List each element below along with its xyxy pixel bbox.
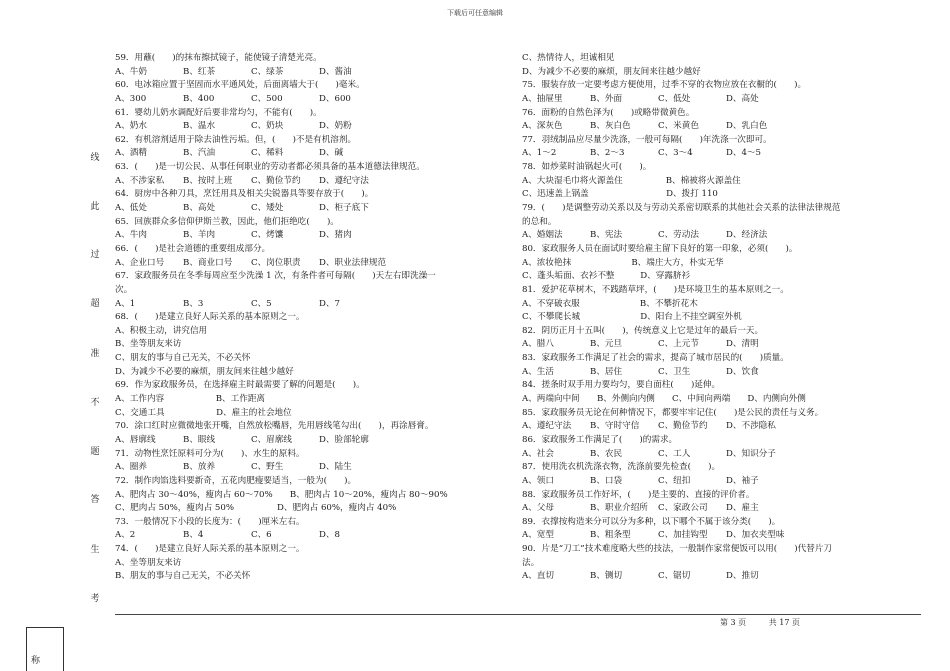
answer-option: C、勤俭节约 (658, 421, 708, 432)
answer-option: D、柜子底下 (319, 203, 369, 214)
answer-option: D、陆生 (319, 462, 352, 473)
question-line: 75．服装存放一定要考虑方便使用，过季不穿的衣物应放在衣橱的( )。 (522, 80, 807, 91)
question-line: 89．衣撑按构造来分可以分为多种，以下哪个不属于该分类( )。 (522, 516, 781, 527)
answer-option: A、腊八 (522, 339, 554, 350)
answer-option: B、居住 (590, 366, 623, 377)
question-line: 62．有机溶剂适用于除去油性污垢。但，( )不是有机溶剂。 (115, 134, 357, 145)
answer-option: A、领口 (522, 475, 554, 486)
question-line: 72．制作肉馅选料要新奇，五花肉肥瘦要适当，一般为( )。 (115, 475, 357, 486)
answer-options (115, 229, 513, 243)
answer-options (115, 120, 513, 134)
answer-option: D、4～5 (726, 148, 762, 159)
question-line: A、坐等朋友来访 (115, 557, 182, 568)
answer-option: C、纽扣 (658, 475, 691, 486)
page-footer (720, 617, 800, 628)
question-column-left (115, 52, 513, 584)
answer-option: A、1 (115, 298, 136, 309)
answer-option: A、酒精 (115, 148, 147, 159)
answer-options (522, 570, 920, 584)
binding-margin-char: 不 (90, 398, 100, 408)
question-line: 83．家政服务工作满足了社会的需求，提高了城市居民的( )质量。 (522, 353, 789, 364)
answer-options (522, 448, 920, 462)
question-line: C、朋友的事与自己无关，不必关怀 (115, 353, 251, 364)
question-line: C、肥肉占 50%，瘦肉占 50% D、肥肉占 60%，瘦肉占 40% (115, 503, 397, 514)
answer-option: D、清明 (726, 339, 759, 350)
answer-option: D、经济法 (726, 230, 768, 241)
question-line: A、不穿破衣服 B、不攀折花木 (522, 298, 698, 309)
answer-option: C、6 (251, 530, 272, 541)
binding-margin-char: 超 (90, 299, 100, 309)
answer-option: B、3 (183, 298, 204, 309)
answer-option: C、勤俭节约 (251, 175, 301, 186)
question-line: C、热情待人，坦诚相见 (522, 53, 615, 63)
answer-option: A、遵纪守法 (522, 421, 572, 432)
header-note: 下载后可任意编辑 (447, 9, 503, 17)
binding-margin-char: 此 (90, 202, 100, 212)
footer-divider (115, 614, 921, 615)
answer-option: A、父母 (522, 503, 554, 514)
answer-options (115, 257, 513, 271)
answer-option: A、奶水 (115, 121, 147, 132)
answer-option: C、锯切 (658, 571, 691, 582)
answer-options (522, 420, 920, 434)
answer-option: B、高处 (183, 203, 216, 214)
question-line: 84．搓条时双手用力要均匀，要自面柱( )延伸。 (522, 380, 721, 391)
answer-option: D、加衣夹型味 (726, 530, 785, 541)
answer-option: C、奶块 (251, 121, 284, 132)
question-line: 的总和。 (522, 216, 557, 227)
answer-option: C、绿茶 (251, 66, 284, 77)
question-line: 67．家政服务员在冬季每周应至少洗澡 1 次，有条件者可每隔( )天左右即洗澡一 (115, 271, 436, 282)
answer-option: B、铡切 (590, 571, 623, 582)
answer-option: C、岗位职责 (251, 257, 301, 268)
answer-option: A、1～2 (522, 148, 557, 159)
question-line: 65．回族群众多信仰伊斯兰教，因此，他们拒绝吃( )。 (115, 216, 339, 227)
question-line: D、为减少不必要的麻烦，朋友间来往越少越好 (522, 66, 701, 77)
question-line: C、蓬头垢面、衣衫不整 D、穿露脐衫 (522, 271, 691, 282)
answer-option: B、400 (183, 93, 215, 104)
answer-option: D、乳白色 (726, 121, 768, 132)
question-line: 63．( )是一切公民、从事任何职业的劳动者都必须具备的基本道德法律规范。 (115, 162, 425, 173)
answer-option: C、眉廓线 (251, 434, 292, 445)
answer-option: C、加挂钩型 (658, 530, 708, 541)
question-line: 59．用蘸( )的抹布擦拭镜子，能使镜子清楚光亮。 (115, 53, 322, 63)
question-line: A、工作内容 B、工作距离 (115, 394, 266, 405)
answer-option: D、600 (319, 93, 351, 104)
answer-option: A、牛奶 (115, 66, 147, 77)
answer-option: D、雇主 (726, 503, 759, 514)
question-line: 86．家政服务工作满足了( )的需求。 (522, 434, 678, 445)
question-line: 71．动物性烹饪原料可分为( )、水生的原料。 (115, 448, 305, 459)
question-line: 60．电冰箱应置于坚固而水平通风处，后面离墙大于( )毫米。 (115, 80, 365, 91)
answer-option: D、碱 (319, 148, 344, 159)
answer-option: D、知识分子 (726, 448, 776, 459)
question-line: 68．( )是建立良好人际关系的基本原则之一。 (115, 312, 305, 323)
answer-option: A、2 (115, 530, 136, 541)
question-line: 74．( )是建立良好人际关系的基本原则之一。 (115, 544, 305, 555)
answer-option: B、守时守信 (590, 421, 640, 432)
answer-option: C、工人 (658, 448, 691, 459)
answer-option: B、放养 (183, 462, 216, 473)
answer-option: B、灰白色 (590, 121, 631, 132)
answer-options (522, 366, 920, 380)
answer-option: B、4 (183, 530, 204, 541)
candidate-name-box (26, 627, 64, 671)
answer-option: B、按时上班 (183, 175, 233, 186)
answer-option: C、5 (251, 298, 272, 309)
answer-options (115, 461, 513, 475)
question-line: C、不攀爬长城 D、阳台上不挂空调室外机 (522, 312, 742, 323)
binding-margin-char: 线 (90, 153, 100, 163)
question-line: C、迅速盖上锅盖 D、拨打 110 (522, 189, 718, 200)
question-line: 法。 (522, 557, 540, 568)
binding-margin-char: 答 (90, 495, 100, 505)
binding-margin-char: 考 (90, 594, 100, 604)
binding-margin (88, 150, 102, 670)
answer-option: C、劳动法 (658, 230, 699, 241)
answer-option: B、口袋 (590, 475, 623, 486)
answer-option: B、2～3 (590, 148, 625, 159)
answer-option: D、奶粉 (319, 121, 352, 132)
answer-option: D、推切 (726, 571, 759, 582)
answer-option: A、深灰色 (522, 121, 563, 132)
question-line: 80．家政服务人员在面试时要给雇主留下良好的第一印象，必须( )。 (522, 243, 798, 254)
question-line: 64．厨房中各种刀具，烹饪用具及相关尖锐器具等要存放于( )。 (115, 189, 374, 200)
answer-options (115, 147, 513, 161)
answer-options (522, 475, 920, 489)
question-line: 70．涂口红时应微微地张开嘴，自然放松嘴唇，先用唇线笔勾出( )，再涂唇膏。 (115, 421, 434, 432)
answer-option: C、米黄色 (658, 121, 699, 132)
answer-option: A、抽屉里 (522, 93, 563, 104)
answer-options (115, 175, 513, 189)
answer-option: D、不涉隐私 (726, 421, 776, 432)
answer-option: A、婚姻法 (522, 230, 563, 241)
answer-options (522, 93, 920, 107)
answer-option: D、职业法律规范 (319, 257, 387, 268)
question-line: 61．婴幼儿奶水调配好后要非常均匀，不能有( )。 (115, 107, 322, 118)
answer-option: B、商业口号 (183, 257, 233, 268)
answer-option: B、宪法 (590, 230, 623, 241)
answer-option: B、汽油 (183, 148, 216, 159)
binding-margin-char: 准 (90, 349, 100, 359)
answer-option: A、唇廓线 (115, 434, 156, 445)
question-line: 90．片是“刀工”技术难度略大些的技法，一般制作家常便饭可以用( )代替片刀 (522, 544, 833, 555)
answer-option: A、社会 (522, 448, 554, 459)
answer-option: C、稀料 (251, 148, 284, 159)
answer-option: A、企业口号 (115, 257, 165, 268)
question-line: 66．( )是社会道德的重要组成部分。 (115, 243, 271, 254)
answer-option: A、生活 (522, 366, 554, 377)
question-line: 82．阴历正月十五叫( )，传统意义上它是过年的最后一天。 (522, 325, 764, 336)
answer-option: D、遵纪守法 (319, 175, 369, 186)
question-line: 85．家政服务员无论在何种情况下，都要牢牢记住( )是公民的责任与义务。 (522, 407, 824, 418)
question-line: B、朋友的事与自己无关，不必关怀 (115, 571, 251, 582)
answer-option: A、直切 (522, 571, 554, 582)
question-line: 次。 (115, 284, 133, 295)
answer-option: D、猪肉 (319, 230, 352, 241)
answer-option: A、不涉家私 (115, 175, 165, 186)
question-line: 78．如炒菜时油锅起火可( )。 (522, 162, 652, 173)
question-line: A、积极主动，讲究信用 (115, 325, 208, 336)
answer-options (115, 93, 513, 107)
answer-option: C、500 (251, 93, 283, 104)
answer-option: A、300 (115, 93, 147, 104)
answer-option: C、家政公司 (658, 503, 708, 514)
answer-options (522, 338, 920, 352)
answer-option: B、粗条型 (590, 530, 631, 541)
question-line: C、交通工具 D、雇主的社会地位 (115, 407, 292, 418)
answer-option: D、脸部轮廓 (319, 434, 369, 445)
answer-options (522, 529, 920, 543)
question-line: A、大块湿毛巾将火源盖住 B、棉被将火源盖住 (522, 175, 741, 186)
candidate-name-label: 称 (31, 656, 41, 666)
question-line: B、坐等朋友来访 (115, 339, 182, 350)
answer-option: B、温水 (183, 121, 216, 132)
answer-options (115, 66, 513, 80)
answer-options (522, 229, 920, 243)
question-line: 76．面粉的自然色泽为( )或略带微黄色。 (522, 107, 695, 118)
answer-option: B、外面 (590, 93, 623, 104)
answer-options (115, 202, 513, 216)
question-line: 69．作为家政服务员，在选择雇主时最需要了解的问题是( )。 (115, 380, 365, 391)
question-line: A、肥肉占 30～40%，瘦肉占 60～70% B、肥肉占 10～20%，瘦肉占 80～90% (115, 489, 448, 500)
binding-margin-char: 过 (90, 250, 100, 260)
binding-margin-char: 题 (90, 447, 100, 457)
answer-option: C、上元节 (658, 339, 699, 350)
question-line: A、浓妆艳抹 B、端庄大方，朴实无华 (522, 257, 724, 268)
question-line: 81．爱护花草树木，不践踏草坪，( )是环境卫生的基本原则之一。 (522, 284, 789, 295)
question-line: D、为减少不必要的麻烦，朋友间来往越少越好 (115, 366, 294, 377)
answer-options (115, 434, 513, 448)
answer-options (115, 529, 513, 543)
answer-option: D、饮食 (726, 366, 759, 377)
answer-option: D、7 (319, 298, 340, 309)
answer-option: D、8 (319, 530, 340, 541)
answer-options (115, 298, 513, 312)
question-line: 87．使用洗衣机洗涤衣物，洗涤前要先检查( )。 (522, 462, 721, 473)
answer-option: A、圈养 (115, 462, 147, 473)
answer-option: B、红茶 (183, 66, 216, 77)
answer-option: C、卫生 (658, 366, 691, 377)
binding-margin-char: 生 (90, 545, 100, 555)
answer-option: D、酱油 (319, 66, 352, 77)
answer-option: C、野生 (251, 462, 284, 473)
answer-option: C、3～4 (658, 148, 693, 159)
answer-options (522, 120, 920, 134)
page-number: 第 3 页 (720, 618, 747, 627)
question-line: A、两端向中间 B、外侧向内侧 C、中间向两端 D、内侧向外侧 (522, 394, 806, 405)
answer-option: A、低处 (115, 203, 147, 214)
answer-options (522, 502, 920, 516)
answer-option: B、职业介绍所 (590, 503, 648, 514)
page-total: 共 17 页 (768, 618, 800, 627)
question-line: 77．羽绒制品应尽量少洗涤，一般可每隔( )年洗涤一次即可。 (522, 134, 772, 145)
answer-option: B、农民 (590, 448, 623, 459)
answer-option: A、宽型 (522, 530, 554, 541)
answer-options (522, 147, 920, 161)
answer-option: B、羊肉 (183, 230, 216, 241)
question-line: 73．一般情况下小段的长度为：( )厘米左右。 (115, 516, 305, 527)
answer-option: D、袖子 (726, 475, 759, 486)
answer-option: C、低处 (658, 93, 691, 104)
question-column-right (522, 52, 920, 584)
answer-option: A、牛肉 (115, 230, 147, 241)
answer-option: B、元旦 (590, 339, 623, 350)
question-line: 79．( )是调整劳动关系以及与劳动关系密切联系的其他社会关系的法律法律规范 (522, 203, 841, 214)
answer-option: B、眼线 (183, 434, 216, 445)
answer-option: C、烤馕 (251, 230, 284, 241)
answer-option: C、矮处 (251, 203, 284, 214)
question-line: 88．家政服务员工作好坏，( )是主要的、直接的评价者。 (522, 489, 755, 500)
answer-option: D、高处 (726, 93, 759, 104)
